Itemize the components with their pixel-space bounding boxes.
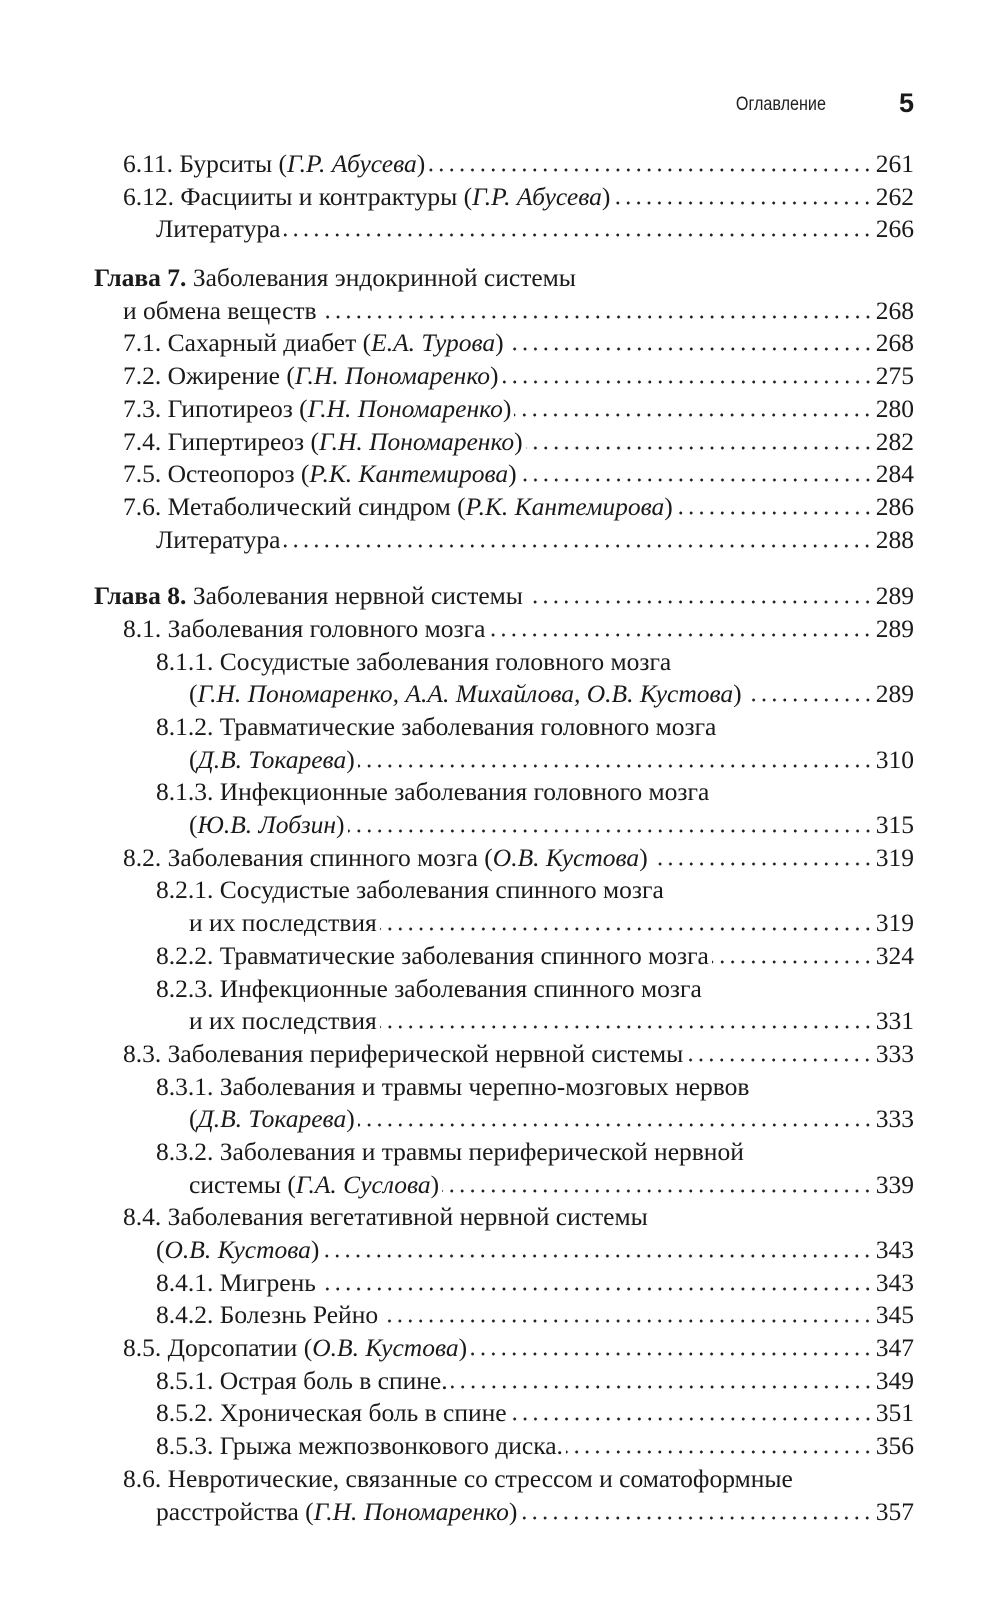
- title-text: и их последствия: [189, 908, 377, 938]
- title-text: ): [664, 491, 673, 521]
- title-text: 8.6. Невротические, связанные со стрессом и соматоформные: [123, 1463, 793, 1493]
- toc-entry[interactable]: [94, 181, 914, 214]
- dot-leader: [319, 1287, 873, 1291]
- dot-leader: [381, 1319, 873, 1323]
- dot-leader: [380, 1025, 873, 1029]
- page-reference: 343: [875, 1267, 914, 1297]
- toc-entry-title: [189, 1169, 439, 1202]
- page-reference: 345: [875, 1300, 914, 1330]
- page-reference: 333: [875, 1104, 914, 1134]
- title-text: 7.2. Ожирение (: [123, 361, 295, 391]
- chapter-label: Глава 7.: [94, 263, 187, 293]
- toc-entry-title: [123, 491, 673, 524]
- toc-entry-title: [156, 973, 702, 1006]
- title-text: 8.5.2. Хроническая боль в спине: [156, 1398, 507, 1428]
- title-text: ): [416, 149, 426, 178]
- dot-leader: [320, 315, 873, 319]
- toc-entry[interactable]: [94, 295, 914, 328]
- title-text: системы (: [189, 1169, 296, 1199]
- dot-leader: [520, 478, 873, 482]
- author-name: О.В. Кустова: [492, 842, 640, 872]
- dot-leader: [358, 764, 873, 768]
- page-reference: 289: [875, 613, 914, 643]
- toc-entry-title: [123, 148, 425, 181]
- toc-entry-title: [156, 1397, 507, 1430]
- toc-entry-title: [123, 613, 485, 646]
- toc-entry-title: [123, 360, 499, 393]
- toc-entry-title: [123, 1332, 467, 1365]
- page-reference: 343: [875, 1235, 914, 1264]
- toc-entry-title: [123, 842, 648, 875]
- toc-entry-title: [156, 213, 280, 246]
- author-name: Ю.В. Лобзин: [197, 810, 337, 840]
- title-text: ): [514, 426, 523, 456]
- toc-entry-title: [189, 1103, 355, 1136]
- toc-entry-title: [123, 327, 504, 360]
- dot-leader: [428, 168, 873, 172]
- title-text: 7.1. Сахарный диабет (: [123, 328, 372, 358]
- author-name: Д.В. Токарева: [197, 744, 347, 774]
- title-text: ): [346, 1104, 355, 1134]
- title-text: 8.2.2. Травматические заболевания спинного мозга: [156, 940, 709, 970]
- page-reference: 275: [875, 361, 914, 391]
- dot-leader: [686, 1058, 872, 1062]
- dot-leader: [745, 698, 873, 702]
- toc-entry[interactable]: [94, 148, 914, 181]
- page-reference: 357: [875, 1496, 914, 1526]
- title-text: (: [189, 744, 198, 774]
- toc-entry[interactable]: [94, 1332, 914, 1365]
- author-name: Г.Р. Абусева: [472, 181, 602, 211]
- dot-leader: [510, 1417, 873, 1421]
- title-text: (: [189, 810, 198, 840]
- toc-entry[interactable]: [94, 1299, 914, 1332]
- title-text: 8.1. Заболевания головного мозга: [123, 613, 486, 643]
- author-name: Г.Н. Пономаренко: [318, 426, 515, 456]
- page-reference: 347: [875, 1333, 914, 1363]
- toc-entry-title: [189, 1005, 377, 1038]
- toc-entry[interactable]: [94, 907, 914, 940]
- toc-entry-title: [94, 262, 576, 295]
- title-text: (: [189, 679, 198, 709]
- page-reference: 310: [875, 744, 914, 774]
- toc-entry[interactable]: [94, 1234, 914, 1267]
- toc-entry-title: [189, 907, 377, 940]
- dot-leader: [470, 1352, 873, 1356]
- title-text: 6.12. Фасцииты и контрактуры (: [123, 181, 473, 211]
- title-text: 7.4. Гипертиреоз (: [123, 426, 319, 456]
- toc-entry-title: [94, 580, 523, 613]
- toc-entry[interactable]: [94, 1103, 914, 1136]
- toc-entry[interactable]: [94, 327, 914, 360]
- dot-leader: [526, 446, 873, 450]
- toc-entry-continuation: [94, 711, 914, 744]
- title-text: 8.4. Заболевания вегетативной нервной системы: [123, 1202, 648, 1232]
- toc-entry-title: [156, 711, 716, 744]
- dot-leader: [613, 201, 872, 205]
- running-header-title: Оглавление: [735, 94, 826, 115]
- page-reference: 339: [875, 1169, 914, 1199]
- title-text: 6.11. Бурситы (: [123, 149, 288, 178]
- title-text: 7.6. Метаболический синдром (: [123, 491, 466, 521]
- toc-entry-continuation: [94, 1136, 914, 1169]
- page-reference: 319: [875, 908, 914, 938]
- title-text: (: [189, 1104, 198, 1134]
- toc-entry-title: [123, 181, 610, 214]
- dot-leader: [488, 633, 872, 637]
- page-reference: 289: [875, 679, 914, 709]
- page-reference: 331: [875, 1006, 914, 1036]
- toc-entry[interactable]: [94, 580, 914, 613]
- author-name: О.В. Кустова: [312, 1333, 459, 1363]
- toc-entry-title: [123, 295, 317, 328]
- title-text: ): [508, 1496, 518, 1526]
- page-reference: 286: [875, 491, 914, 521]
- title-text: ): [508, 459, 517, 489]
- toc-entry-title: [156, 940, 709, 973]
- toc-entry-title: [123, 1038, 683, 1071]
- title-text: 8.3. Заболевания периферической нервной системы: [123, 1038, 684, 1068]
- running-header: [0, 88, 914, 122]
- page-reference: 356: [875, 1431, 914, 1461]
- page-reference: 284: [875, 459, 914, 489]
- toc-entry-title: [123, 1201, 648, 1234]
- toc-entry[interactable]: [94, 1365, 914, 1398]
- toc-entry-title: [156, 1267, 316, 1300]
- title-text: ): [310, 1235, 320, 1264]
- title-text: 8.4.1. Мигрень: [156, 1267, 316, 1297]
- page-reference: 324: [875, 940, 914, 970]
- page-reference: 280: [875, 393, 914, 423]
- toc-entry-continuation: [94, 874, 914, 907]
- author-name: Е.А. Турова: [371, 328, 496, 358]
- dot-leader: [322, 1254, 872, 1258]
- author-name: Г.А. Суслова: [295, 1169, 431, 1199]
- title-text: 8.1.2. Травматические заболевания головного мозга: [156, 712, 717, 741]
- author-name: Г.Н. Пономаренко: [313, 1496, 509, 1526]
- title-text: 8.2.3. Инфекционные заболевания спинного мозга: [156, 973, 702, 1003]
- toc-entry-title: [156, 1234, 319, 1267]
- title-text: ): [430, 1169, 440, 1199]
- toc-entry-title: [156, 874, 664, 907]
- page-reference: 261: [875, 149, 914, 178]
- toc-entry[interactable]: [94, 1005, 914, 1038]
- title-text: Литература: [156, 214, 281, 244]
- dot-leader: [514, 413, 872, 417]
- dot-leader: [566, 1450, 873, 1454]
- toc-entry-title: [156, 1430, 563, 1463]
- toc-entry-title: [156, 1136, 744, 1169]
- toc-entry-title: [156, 524, 280, 557]
- toc-entry-title: [123, 426, 523, 459]
- toc-entry-title: [123, 458, 517, 491]
- title-text: 8.4.2. Болезнь Рейно: [156, 1300, 379, 1330]
- toc-entry[interactable]: [94, 1169, 914, 1202]
- title-text: ): [346, 744, 355, 774]
- toc-entry[interactable]: [94, 1496, 914, 1529]
- toc-entry-continuation: [94, 973, 914, 1006]
- dot-leader: [283, 233, 872, 237]
- toc-entry-continuation: [94, 1201, 914, 1234]
- toc-entry-continuation: [94, 646, 914, 679]
- toc-entry[interactable]: [94, 1038, 914, 1071]
- toc-entry-title: [156, 646, 671, 679]
- toc-entry-title: [156, 1071, 749, 1104]
- page-reference: 349: [875, 1365, 914, 1395]
- toc-entry[interactable]: [94, 524, 914, 557]
- page-reference: 288: [875, 524, 914, 554]
- title-text: 8.3.2. Заболевания и травмы периферической нервной: [156, 1136, 744, 1166]
- toc-entry[interactable]: [94, 940, 914, 973]
- dot-leader: [507, 347, 873, 351]
- chapter-label: Глава 8.: [94, 581, 187, 611]
- title-text: ): [336, 810, 345, 840]
- page-reference: 282: [875, 426, 914, 456]
- toc-entry-title: [189, 809, 345, 842]
- page-reference: 262: [875, 181, 914, 211]
- toc-entry[interactable]: [94, 613, 914, 646]
- author-name: Г.Р. Абусева: [287, 149, 417, 178]
- page-number: 5: [898, 88, 914, 118]
- toc-entry[interactable]: [94, 1430, 914, 1463]
- title-text: расстройства (: [156, 1496, 314, 1526]
- title-text: ): [639, 842, 648, 872]
- title-text: Заболевания нервной системы: [186, 581, 523, 611]
- toc-entry[interactable]: [94, 744, 914, 777]
- author-name: Г.Н. Пономаренко, А.А. Михайлова, О.В. Кустова: [197, 679, 734, 709]
- toc-entry-title: [156, 1496, 517, 1529]
- author-name: Р.К. Кантемирова: [309, 459, 509, 489]
- toc-entry-continuation: [94, 1463, 914, 1496]
- page-reference: 351: [875, 1398, 914, 1428]
- toc-entry-continuation: [94, 262, 914, 295]
- dot-leader: [712, 960, 873, 964]
- title-text: 8.3.1. Заболевания и травмы черепно-мозговых нервов: [156, 1071, 750, 1101]
- dot-leader: [651, 862, 873, 866]
- page-reference: 319: [875, 842, 914, 872]
- dot-leader: [442, 1189, 873, 1193]
- author-name: Д.В. Токарева: [197, 1104, 347, 1134]
- title-text: Заболевания эндокринной системы: [186, 263, 576, 293]
- dot-leader: [358, 1123, 873, 1127]
- toc-entry[interactable]: [94, 809, 914, 842]
- dot-leader: [283, 544, 872, 548]
- title-text: и обмена веществ: [123, 295, 317, 325]
- page-reference: 289: [875, 581, 914, 611]
- dot-leader: [520, 1516, 872, 1520]
- title-text: и их последствия: [189, 1006, 377, 1036]
- page-reference: 266: [875, 214, 914, 244]
- page-reference: 268: [875, 295, 914, 325]
- title-text: ): [458, 1333, 468, 1363]
- title-text: 8.2. Заболевания спинного мозга (: [123, 842, 493, 872]
- title-text: 8.5.3. Грыжа межпозвонкового диска.: [156, 1431, 563, 1461]
- author-name: О.В. Кустова: [164, 1235, 311, 1264]
- title-text: ): [490, 361, 499, 391]
- toc-entry-title: [123, 393, 511, 426]
- page-reference: 315: [875, 810, 914, 840]
- dot-leader: [380, 927, 873, 931]
- dot-leader: [676, 511, 873, 515]
- title-text: 8.5. Дорсопатии (: [123, 1333, 313, 1363]
- page-reference: 333: [875, 1038, 914, 1068]
- toc-entry[interactable]: [94, 360, 914, 393]
- toc-entry-title: [156, 1299, 378, 1332]
- toc-entry[interactable]: [94, 1267, 914, 1300]
- page-reference: 268: [875, 328, 914, 358]
- dot-leader: [348, 829, 873, 833]
- toc-entry-title: [123, 1463, 793, 1496]
- toc-entry-title: [189, 678, 742, 711]
- title-text: Литература: [156, 524, 281, 554]
- toc-entry[interactable]: [94, 491, 914, 524]
- toc-entry[interactable]: [94, 213, 914, 246]
- toc-entry[interactable]: [94, 1397, 914, 1430]
- title-text: 8.1.1. Сосудистые заболевания головного мозга: [156, 646, 672, 676]
- title-text: (: [156, 1235, 165, 1264]
- title-text: ): [601, 181, 611, 211]
- title-text: ): [502, 393, 512, 423]
- toc-entry[interactable]: [94, 678, 914, 711]
- dot-leader: [451, 1385, 873, 1389]
- title-text: ): [733, 679, 742, 709]
- title-text: ): [495, 328, 504, 358]
- toc-entry-continuation: [94, 776, 914, 809]
- title-text: 8.1.3. Инфекционные заболевания головного мозга: [156, 777, 710, 807]
- author-name: Г.Н. Пономаренко: [307, 393, 503, 423]
- toc-entry-title: [156, 776, 709, 809]
- title-text: 7.5. Остеопороз (: [123, 459, 310, 489]
- title-text: 8.5.1. Острая боль в спине.: [156, 1365, 448, 1395]
- toc-entry[interactable]: [94, 842, 914, 875]
- toc-entry[interactable]: [94, 426, 914, 459]
- table-of-contents: [94, 148, 914, 1528]
- toc-entry[interactable]: [94, 393, 914, 426]
- author-name: Р.К. Кантемирова: [465, 491, 665, 521]
- toc-entry-title: [189, 744, 355, 777]
- dot-leader: [526, 600, 873, 604]
- title-text: 7.3. Гипотиреоз (: [123, 393, 308, 423]
- toc-entry[interactable]: [94, 458, 914, 491]
- title-text: 8.2.1. Сосудистые заболевания спинного мозга: [156, 875, 664, 905]
- dot-leader: [502, 380, 873, 384]
- toc-entry-continuation: [94, 1071, 914, 1104]
- toc-entry-title: [156, 1365, 448, 1398]
- author-name: Г.Н. Пономаренко: [294, 361, 491, 391]
